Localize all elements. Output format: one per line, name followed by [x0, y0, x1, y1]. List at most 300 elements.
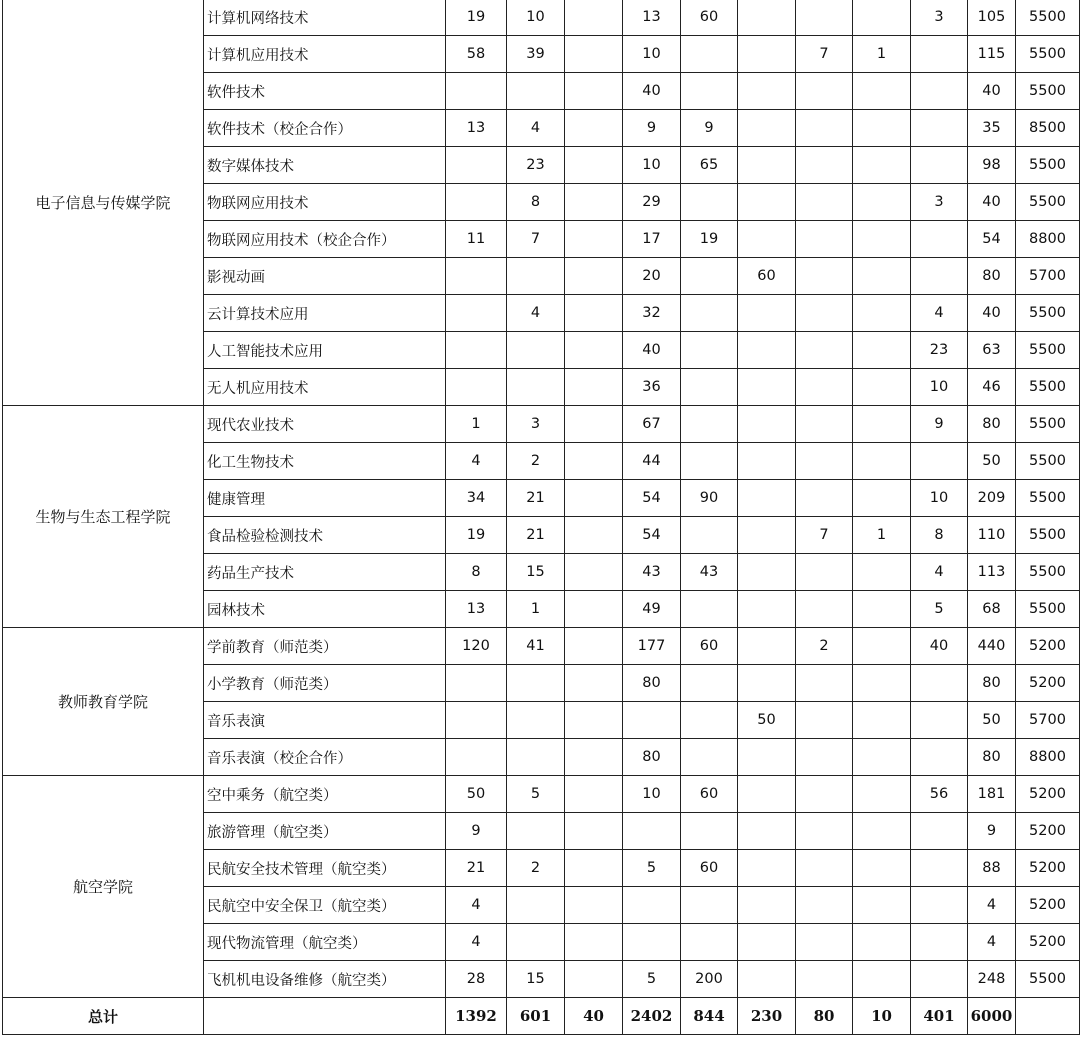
value-cell: 4	[507, 110, 565, 147]
value-cell: 56	[911, 776, 968, 813]
value-cell	[796, 887, 853, 924]
value-cell	[446, 332, 507, 369]
value-cell	[853, 73, 911, 110]
value-cell: 4	[446, 443, 507, 480]
value-cell	[911, 443, 968, 480]
value-cell: 1	[853, 517, 911, 554]
value-cell: 39	[507, 36, 565, 73]
total-value-cell: 80	[796, 998, 853, 1035]
value-cell: 50	[446, 776, 507, 813]
value-cell: 5200	[1016, 776, 1080, 813]
value-cell	[738, 628, 796, 665]
value-cell: 65	[681, 147, 738, 184]
value-cell	[681, 73, 738, 110]
value-cell: 58	[446, 36, 507, 73]
value-cell	[796, 591, 853, 628]
value-cell	[446, 702, 507, 739]
value-cell	[738, 961, 796, 998]
value-cell	[796, 73, 853, 110]
value-cell	[565, 591, 623, 628]
value-cell	[565, 850, 623, 887]
value-cell: 80	[968, 665, 1016, 702]
value-cell	[565, 258, 623, 295]
value-cell: 3	[507, 406, 565, 443]
value-cell: 40	[968, 73, 1016, 110]
value-cell	[796, 924, 853, 961]
value-cell: 5500	[1016, 554, 1080, 591]
value-cell: 209	[968, 480, 1016, 517]
value-cell: 60	[681, 850, 738, 887]
college-name-cell: 航空学院	[3, 776, 204, 998]
value-cell	[565, 702, 623, 739]
value-cell	[738, 480, 796, 517]
value-cell: 10	[507, 0, 565, 36]
value-cell: 3	[911, 0, 968, 36]
value-cell	[565, 0, 623, 36]
value-cell: 5700	[1016, 258, 1080, 295]
value-cell: 2	[507, 850, 565, 887]
value-cell: 8500	[1016, 110, 1080, 147]
total-value-cell: 10	[853, 998, 911, 1035]
value-cell	[738, 369, 796, 406]
value-cell	[911, 961, 968, 998]
value-cell: 9	[968, 813, 1016, 850]
value-cell: 3	[911, 184, 968, 221]
value-cell	[681, 702, 738, 739]
value-cell: 4	[507, 295, 565, 332]
value-cell	[681, 258, 738, 295]
value-cell: 5500	[1016, 443, 1080, 480]
value-cell	[853, 887, 911, 924]
value-cell: 177	[623, 628, 681, 665]
value-cell: 40	[911, 628, 968, 665]
value-cell: 13	[446, 110, 507, 147]
value-cell: 5200	[1016, 924, 1080, 961]
value-cell	[853, 110, 911, 147]
value-cell: 13	[446, 591, 507, 628]
total-value-cell: 230	[738, 998, 796, 1035]
value-cell	[507, 73, 565, 110]
value-cell: 80	[968, 258, 1016, 295]
value-cell	[853, 702, 911, 739]
value-cell	[446, 369, 507, 406]
value-cell	[853, 665, 911, 702]
value-cell: 5500	[1016, 0, 1080, 36]
value-cell: 440	[968, 628, 1016, 665]
value-cell	[565, 628, 623, 665]
value-cell	[738, 110, 796, 147]
value-cell	[565, 221, 623, 258]
total-value-cell: 2402	[623, 998, 681, 1035]
value-cell: 19	[446, 0, 507, 36]
value-cell	[565, 480, 623, 517]
value-cell: 60	[738, 258, 796, 295]
value-cell	[507, 924, 565, 961]
value-cell: 4	[968, 924, 1016, 961]
value-cell: 7	[796, 517, 853, 554]
value-cell	[911, 887, 968, 924]
enrollment-plan-table	[2, 0, 1080, 1035]
value-cell: 13	[623, 0, 681, 36]
value-cell	[853, 776, 911, 813]
value-cell	[796, 184, 853, 221]
value-cell: 8800	[1016, 739, 1080, 776]
value-cell	[565, 443, 623, 480]
value-cell	[796, 776, 853, 813]
value-cell	[796, 295, 853, 332]
value-cell: 248	[968, 961, 1016, 998]
value-cell	[738, 147, 796, 184]
value-cell	[911, 924, 968, 961]
value-cell	[446, 739, 507, 776]
value-cell	[853, 813, 911, 850]
value-cell	[446, 73, 507, 110]
value-cell: 4	[911, 554, 968, 591]
value-cell	[853, 480, 911, 517]
value-cell: 5500	[1016, 369, 1080, 406]
value-cell	[796, 850, 853, 887]
value-cell	[681, 369, 738, 406]
value-cell: 50	[738, 702, 796, 739]
value-cell	[446, 184, 507, 221]
value-cell	[507, 739, 565, 776]
value-cell: 46	[968, 369, 1016, 406]
value-cell	[565, 924, 623, 961]
value-cell	[681, 591, 738, 628]
major-name-cell: 影视动画	[204, 258, 446, 295]
total-value-cell: 1392	[446, 998, 507, 1035]
value-cell: 17	[623, 221, 681, 258]
major-name-cell: 音乐表演（校企合作）	[204, 739, 446, 776]
value-cell: 9	[623, 110, 681, 147]
value-cell	[565, 369, 623, 406]
major-name-cell: 民航安全技术管理（航空类）	[204, 850, 446, 887]
value-cell: 21	[507, 480, 565, 517]
value-cell: 90	[681, 480, 738, 517]
value-cell: 80	[623, 665, 681, 702]
value-cell	[796, 258, 853, 295]
value-cell	[565, 73, 623, 110]
value-cell: 23	[911, 332, 968, 369]
value-cell	[738, 517, 796, 554]
major-name-cell: 园林技术	[204, 591, 446, 628]
value-cell	[681, 924, 738, 961]
value-cell: 40	[968, 184, 1016, 221]
value-cell	[911, 702, 968, 739]
value-cell: 43	[681, 554, 738, 591]
value-cell: 5500	[1016, 147, 1080, 184]
value-cell	[853, 591, 911, 628]
value-cell: 40	[623, 332, 681, 369]
value-cell: 5500	[1016, 961, 1080, 998]
value-cell: 5	[911, 591, 968, 628]
value-cell: 5200	[1016, 850, 1080, 887]
value-cell	[681, 443, 738, 480]
value-cell	[681, 887, 738, 924]
value-cell: 4	[446, 924, 507, 961]
value-cell	[623, 924, 681, 961]
value-cell: 40	[968, 295, 1016, 332]
value-cell	[853, 332, 911, 369]
value-cell: 88	[968, 850, 1016, 887]
value-cell	[565, 887, 623, 924]
value-cell: 8	[446, 554, 507, 591]
value-cell: 9	[681, 110, 738, 147]
value-cell	[738, 184, 796, 221]
major-name-cell: 无人机应用技术	[204, 369, 446, 406]
value-cell: 40	[623, 73, 681, 110]
total-value-cell: 401	[911, 998, 968, 1035]
value-cell: 5	[507, 776, 565, 813]
value-cell: 35	[968, 110, 1016, 147]
value-cell	[507, 258, 565, 295]
value-cell	[738, 776, 796, 813]
value-cell: 80	[623, 739, 681, 776]
value-cell: 8	[911, 517, 968, 554]
value-cell: 10	[623, 776, 681, 813]
value-cell	[796, 702, 853, 739]
value-cell: 2	[796, 628, 853, 665]
value-cell: 11	[446, 221, 507, 258]
value-cell: 5500	[1016, 591, 1080, 628]
value-cell	[796, 739, 853, 776]
value-cell	[507, 702, 565, 739]
major-name-cell: 现代农业技术	[204, 406, 446, 443]
value-cell: 21	[446, 850, 507, 887]
value-cell: 1	[853, 36, 911, 73]
total-value-cell	[1016, 998, 1080, 1035]
value-cell	[911, 739, 968, 776]
value-cell	[738, 924, 796, 961]
value-cell: 4	[446, 887, 507, 924]
value-cell: 9	[911, 406, 968, 443]
value-cell: 60	[681, 776, 738, 813]
value-cell: 49	[623, 591, 681, 628]
value-cell	[681, 184, 738, 221]
value-cell	[565, 36, 623, 73]
value-cell: 43	[623, 554, 681, 591]
value-cell	[738, 295, 796, 332]
value-cell: 5200	[1016, 665, 1080, 702]
value-cell: 80	[968, 406, 1016, 443]
value-cell	[681, 739, 738, 776]
value-cell	[565, 295, 623, 332]
major-name-cell: 小学教育（师范类）	[204, 665, 446, 702]
value-cell	[796, 961, 853, 998]
value-cell: 50	[968, 443, 1016, 480]
value-cell	[796, 0, 853, 36]
value-cell	[738, 850, 796, 887]
value-cell	[507, 887, 565, 924]
value-cell: 5500	[1016, 36, 1080, 73]
major-name-cell: 软件技术	[204, 73, 446, 110]
value-cell	[738, 739, 796, 776]
value-cell	[738, 73, 796, 110]
value-cell: 5700	[1016, 702, 1080, 739]
value-cell	[565, 332, 623, 369]
value-cell	[507, 665, 565, 702]
value-cell	[681, 665, 738, 702]
table-row	[3, 0, 1080, 36]
major-name-cell: 音乐表演	[204, 702, 446, 739]
value-cell	[911, 36, 968, 73]
value-cell: 80	[968, 739, 1016, 776]
value-cell: 19	[446, 517, 507, 554]
value-cell	[853, 184, 911, 221]
value-cell: 5500	[1016, 184, 1080, 221]
value-cell	[623, 813, 681, 850]
value-cell: 29	[623, 184, 681, 221]
value-cell	[446, 147, 507, 184]
major-name-cell: 学前教育（师范类）	[204, 628, 446, 665]
value-cell	[681, 332, 738, 369]
value-cell	[796, 221, 853, 258]
major-name-cell: 现代物流管理（航空类）	[204, 924, 446, 961]
value-cell: 10	[623, 147, 681, 184]
value-cell	[446, 258, 507, 295]
value-cell: 10	[623, 36, 681, 73]
value-cell: 21	[507, 517, 565, 554]
table-body	[3, 0, 1080, 1035]
table-row	[3, 406, 1080, 443]
value-cell	[853, 221, 911, 258]
college-name-cell: 教师教育学院	[3, 628, 204, 776]
major-name-cell: 旅游管理（航空类）	[204, 813, 446, 850]
value-cell: 67	[623, 406, 681, 443]
value-cell	[796, 443, 853, 480]
value-cell	[911, 221, 968, 258]
value-cell: 50	[968, 702, 1016, 739]
college-name-cell: 电子信息与传媒学院	[3, 0, 204, 406]
value-cell	[738, 332, 796, 369]
value-cell	[738, 554, 796, 591]
major-name-cell: 物联网应用技术	[204, 184, 446, 221]
value-cell	[796, 110, 853, 147]
value-cell: 10	[911, 369, 968, 406]
value-cell	[738, 406, 796, 443]
value-cell: 2	[507, 443, 565, 480]
value-cell	[853, 258, 911, 295]
value-cell: 4	[911, 295, 968, 332]
value-cell	[738, 221, 796, 258]
value-cell: 54	[623, 480, 681, 517]
value-cell	[565, 665, 623, 702]
value-cell: 44	[623, 443, 681, 480]
value-cell: 113	[968, 554, 1016, 591]
value-cell	[623, 702, 681, 739]
value-cell: 60	[681, 0, 738, 36]
value-cell: 200	[681, 961, 738, 998]
value-cell: 36	[623, 369, 681, 406]
value-cell	[853, 961, 911, 998]
value-cell	[911, 813, 968, 850]
value-cell: 181	[968, 776, 1016, 813]
value-cell: 10	[911, 480, 968, 517]
value-cell: 5500	[1016, 73, 1080, 110]
value-cell	[853, 369, 911, 406]
major-name-cell: 软件技术（校企合作）	[204, 110, 446, 147]
total-row	[3, 998, 1080, 1035]
value-cell: 5500	[1016, 480, 1080, 517]
value-cell	[738, 887, 796, 924]
value-cell: 98	[968, 147, 1016, 184]
value-cell: 5500	[1016, 332, 1080, 369]
value-cell	[446, 295, 507, 332]
major-name-cell: 食品检验检测技术	[204, 517, 446, 554]
value-cell	[796, 554, 853, 591]
value-cell: 60	[681, 628, 738, 665]
value-cell	[853, 924, 911, 961]
value-cell	[565, 961, 623, 998]
value-cell	[796, 332, 853, 369]
value-cell: 110	[968, 517, 1016, 554]
value-cell	[681, 36, 738, 73]
value-cell: 19	[681, 221, 738, 258]
value-cell	[738, 36, 796, 73]
major-name-cell: 数字媒体技术	[204, 147, 446, 184]
value-cell: 5200	[1016, 813, 1080, 850]
value-cell	[507, 369, 565, 406]
value-cell: 34	[446, 480, 507, 517]
major-name-cell: 计算机应用技术	[204, 36, 446, 73]
value-cell	[565, 406, 623, 443]
value-cell: 20	[623, 258, 681, 295]
value-cell	[738, 443, 796, 480]
value-cell: 54	[623, 517, 681, 554]
value-cell	[911, 850, 968, 887]
value-cell	[565, 813, 623, 850]
value-cell	[853, 0, 911, 36]
value-cell: 5	[623, 850, 681, 887]
value-cell	[796, 665, 853, 702]
value-cell: 5200	[1016, 628, 1080, 665]
value-cell	[853, 554, 911, 591]
value-cell	[738, 0, 796, 36]
value-cell	[738, 813, 796, 850]
value-cell: 115	[968, 36, 1016, 73]
major-name-cell: 物联网应用技术（校企合作）	[204, 221, 446, 258]
value-cell	[911, 665, 968, 702]
total-major-cell	[204, 998, 446, 1035]
value-cell	[565, 739, 623, 776]
value-cell: 15	[507, 554, 565, 591]
value-cell	[911, 73, 968, 110]
value-cell: 7	[796, 36, 853, 73]
value-cell	[853, 406, 911, 443]
value-cell	[507, 813, 565, 850]
value-cell	[681, 295, 738, 332]
value-cell: 4	[968, 887, 1016, 924]
value-cell: 1	[446, 406, 507, 443]
major-name-cell: 人工智能技术应用	[204, 332, 446, 369]
table-row	[3, 776, 1080, 813]
value-cell: 68	[968, 591, 1016, 628]
value-cell	[681, 406, 738, 443]
value-cell: 5500	[1016, 517, 1080, 554]
major-name-cell: 民航空中安全保卫（航空类）	[204, 887, 446, 924]
value-cell	[911, 147, 968, 184]
value-cell	[565, 184, 623, 221]
value-cell: 32	[623, 295, 681, 332]
value-cell: 15	[507, 961, 565, 998]
value-cell	[853, 443, 911, 480]
value-cell: 120	[446, 628, 507, 665]
value-cell: 28	[446, 961, 507, 998]
major-name-cell: 健康管理	[204, 480, 446, 517]
value-cell	[738, 665, 796, 702]
value-cell	[507, 332, 565, 369]
value-cell	[796, 813, 853, 850]
